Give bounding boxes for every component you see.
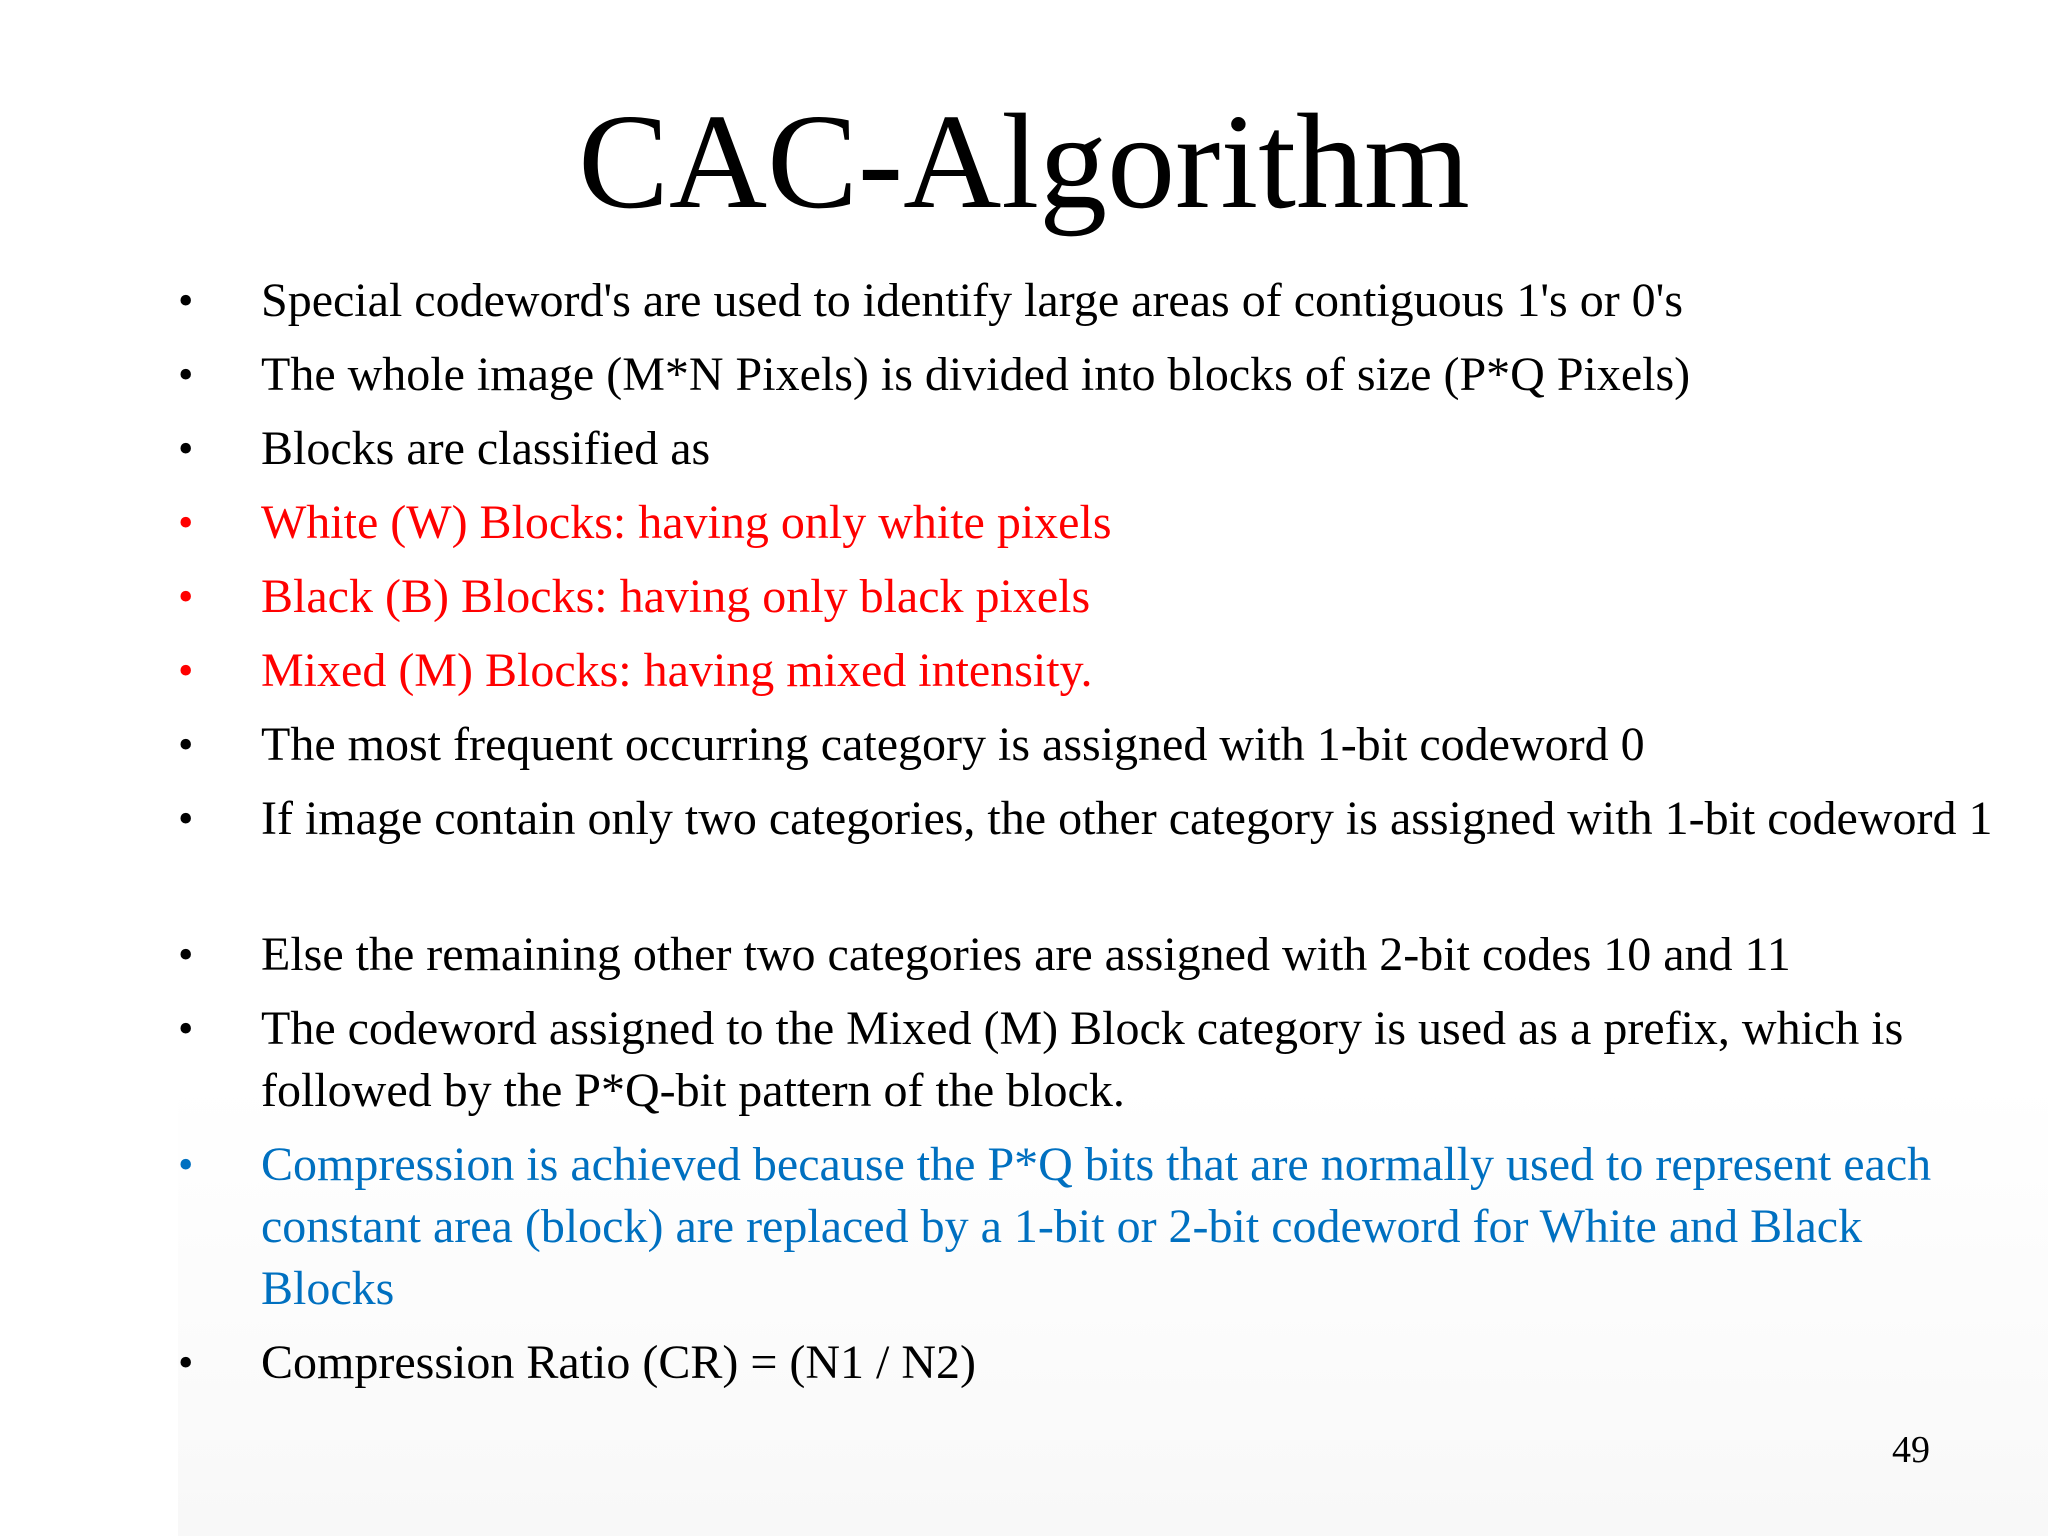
bullet-text: If image contain only two categories, the other category is assigned with 1-bit codeword 1 [261,792,1993,845]
slide-title: CAC-Algorithm [578,87,1470,237]
bullet-dot: • [178,424,194,473]
bullet-text: Compression Ratio (CR) = (N1 / N2) [261,1336,977,1389]
bullet-dot: • [178,498,194,547]
bullet-dot: • [178,930,194,979]
bullet-text: Black (B) Blocks: having only black pixels [261,570,1091,623]
bullet-text: Else the remaining other two categories are assigned with 2-bit codes 10 and 11 [261,928,1791,981]
bullet-text: The most frequent occurring category is assigned with 1-bit codeword 0 [261,718,1645,771]
bullet-dot: • [178,720,194,769]
bullet-dot: • [178,794,194,843]
bullet-dot: • [178,350,194,399]
bullet-text: Compression is achieved because the P*Q bits that are normally used to represent each constant area (block) are replaced by a 1-bit or 2-bit codeword for White and Black Blocks [261,1138,1932,1315]
bullet-text: Mixed (M) Blocks: having mixed intensity. [261,644,1093,697]
bullet-dot: • [178,572,194,621]
bullet-text: Blocks are classified as [261,422,711,475]
bullet-dot: • [178,276,194,325]
page-number: 49 [1892,1429,1930,1471]
bullet-text: The codeword assigned to the Mixed (M) Block category is used as a prefix, which is followed by the P*Q-bit pattern of the block. [261,1002,1904,1117]
bullet-text: Special codeword's are used to identify large areas of contiguous 1's or 0's [261,274,1683,327]
bullet-dot: • [178,1140,194,1189]
bullet-text: The whole image (M*N Pixels) is divided into blocks of size (P*Q Pixels) [261,348,1691,401]
bullet-dot: • [178,1004,194,1053]
bullet-dot: • [178,1338,194,1387]
bullet-text: White (W) Blocks: having only white pixels [261,496,1112,549]
bullet-dot: • [178,646,194,695]
